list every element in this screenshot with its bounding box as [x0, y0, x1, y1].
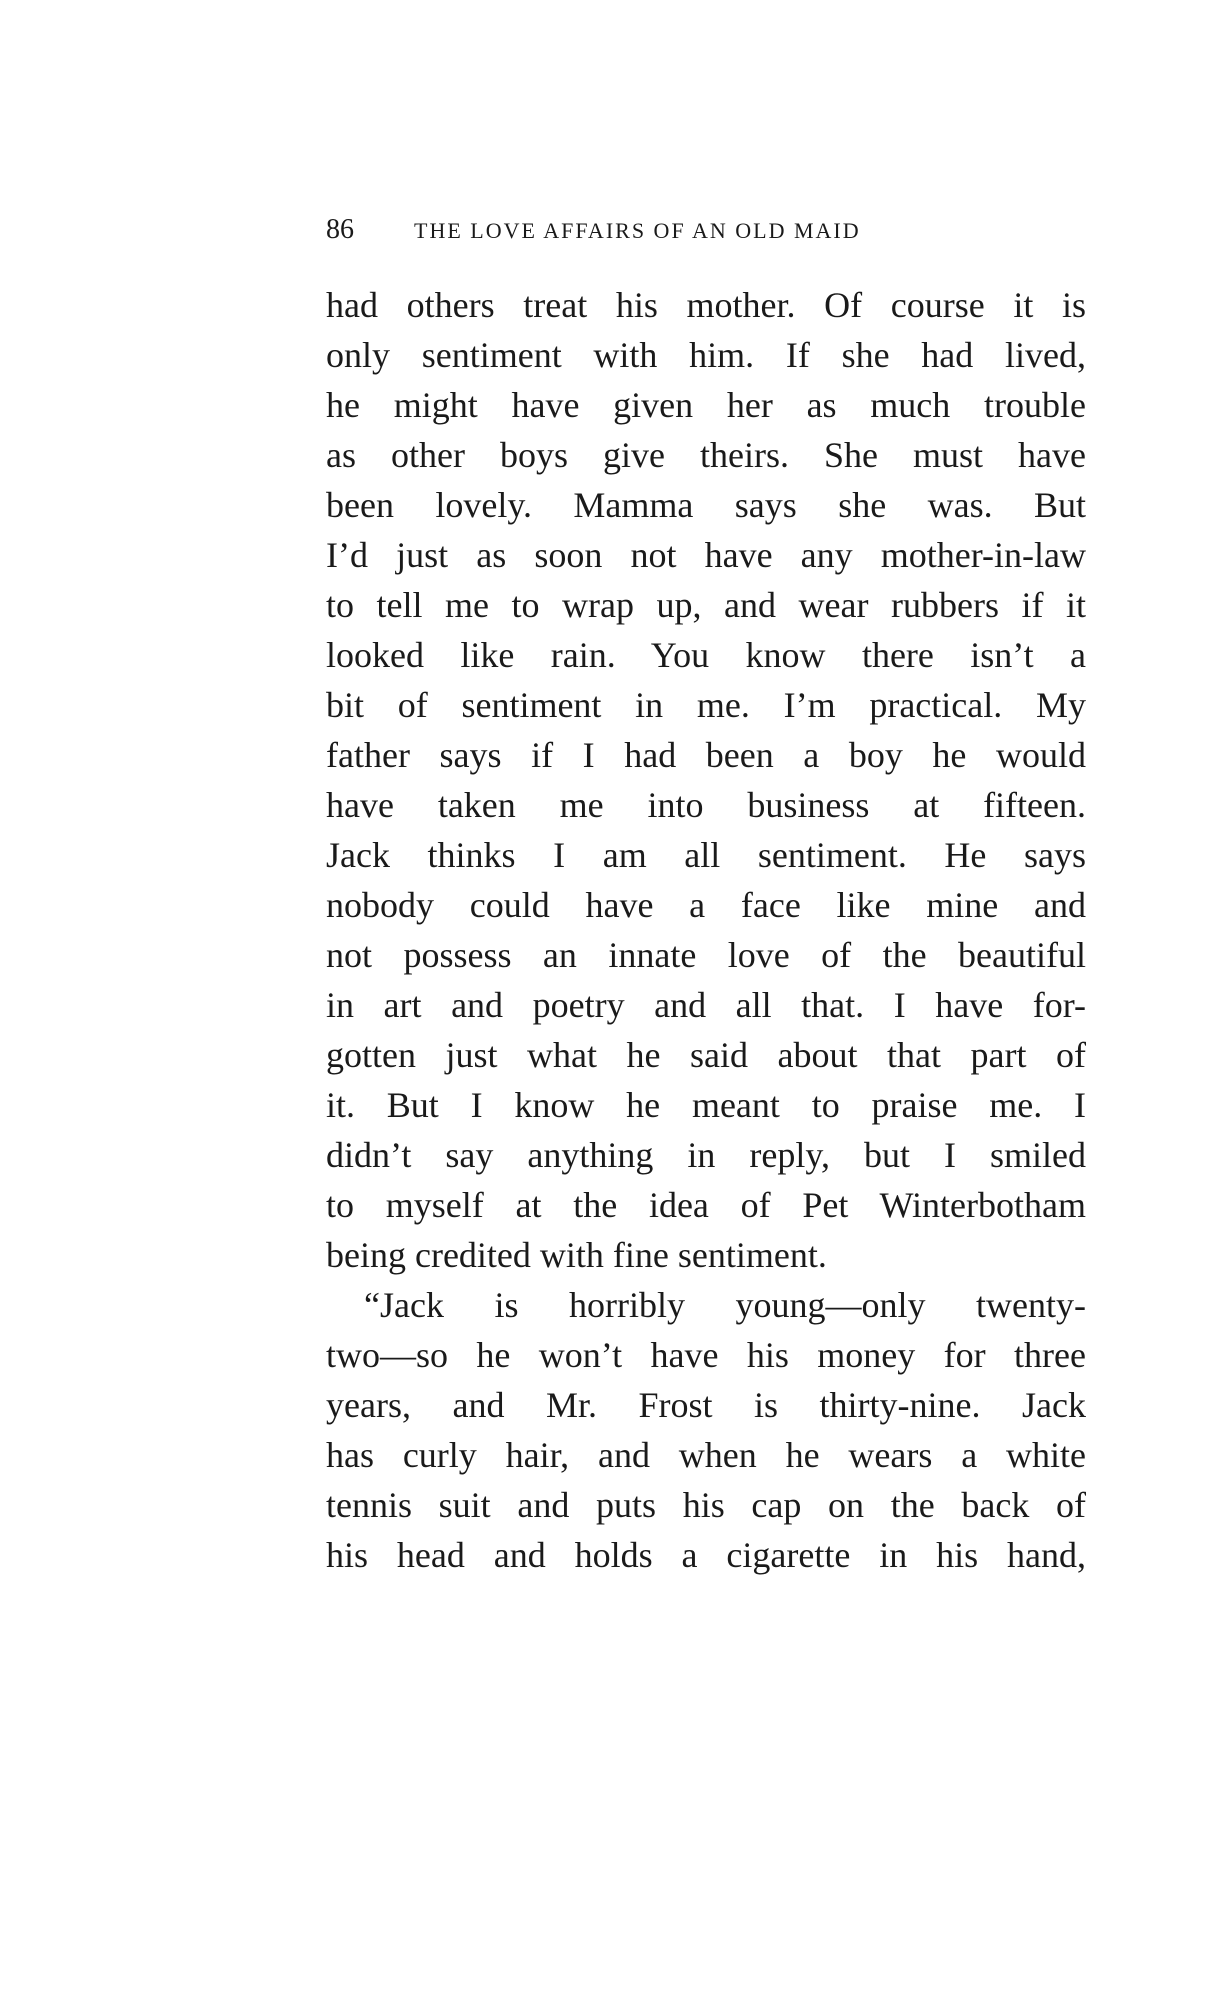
text-line: in art and poetry and all that. I have for- — [326, 985, 1086, 1025]
text-line: Jack thinks I am all sentiment. He says — [326, 835, 1086, 875]
text-line: have taken me into business at fifteen. — [326, 785, 1086, 825]
text-line: not possess an innate love of the beautiful — [326, 935, 1086, 975]
running-head: THE LOVE AFFAIRS OF AN OLD MAID — [414, 218, 861, 243]
text-line: didn’t say anything in reply, but I smiled — [326, 1135, 1086, 1175]
text-line: looked like rain. You know there isn’t a — [326, 635, 1086, 675]
page-number: 86 — [326, 214, 354, 245]
text-line: has curly hair, and when he wears a white — [326, 1435, 1086, 1475]
body-text — [326, 280, 1086, 1580]
text-line: father says if I had been a boy he would — [326, 735, 1086, 775]
text-line: to myself at the idea of Pet Winterbotham — [326, 1185, 1086, 1225]
text-line: I’d just as soon not have any mother-in-law — [326, 535, 1086, 575]
text-line: his head and holds a cigarette in his hand, — [326, 1535, 1086, 1575]
text-line: to tell me to wrap up, and wear rubbers if it — [326, 585, 1086, 625]
page-header — [326, 212, 861, 248]
text-line: it. But I know he meant to praise me. I — [326, 1085, 1086, 1125]
text-line: bit of sentiment in me. I’m practical. My — [326, 685, 1086, 725]
text-line: gotten just what he said about that part of — [326, 1035, 1086, 1075]
text-line: been lovely. Mamma says she was. But — [326, 485, 1086, 525]
text-line: nobody could have a face like mine and — [326, 885, 1086, 925]
text-line: had others treat his mother. Of course it is — [326, 285, 1086, 325]
text-line: as other boys give theirs. She must have — [326, 435, 1086, 475]
text-line: he might have given her as much trouble — [326, 385, 1086, 425]
text-line: “Jack is horribly young—only twenty- — [364, 1285, 1086, 1325]
text-line: being credited with fine sentiment. — [326, 1235, 827, 1275]
text-line: years, and Mr. Frost is thirty-nine. Jack — [326, 1385, 1086, 1425]
text-line: only sentiment with him. If she had lived, — [326, 335, 1086, 375]
text-line: tennis suit and puts his cap on the back of — [326, 1485, 1086, 1525]
text-line: two—so he won’t have his money for three — [326, 1335, 1086, 1375]
